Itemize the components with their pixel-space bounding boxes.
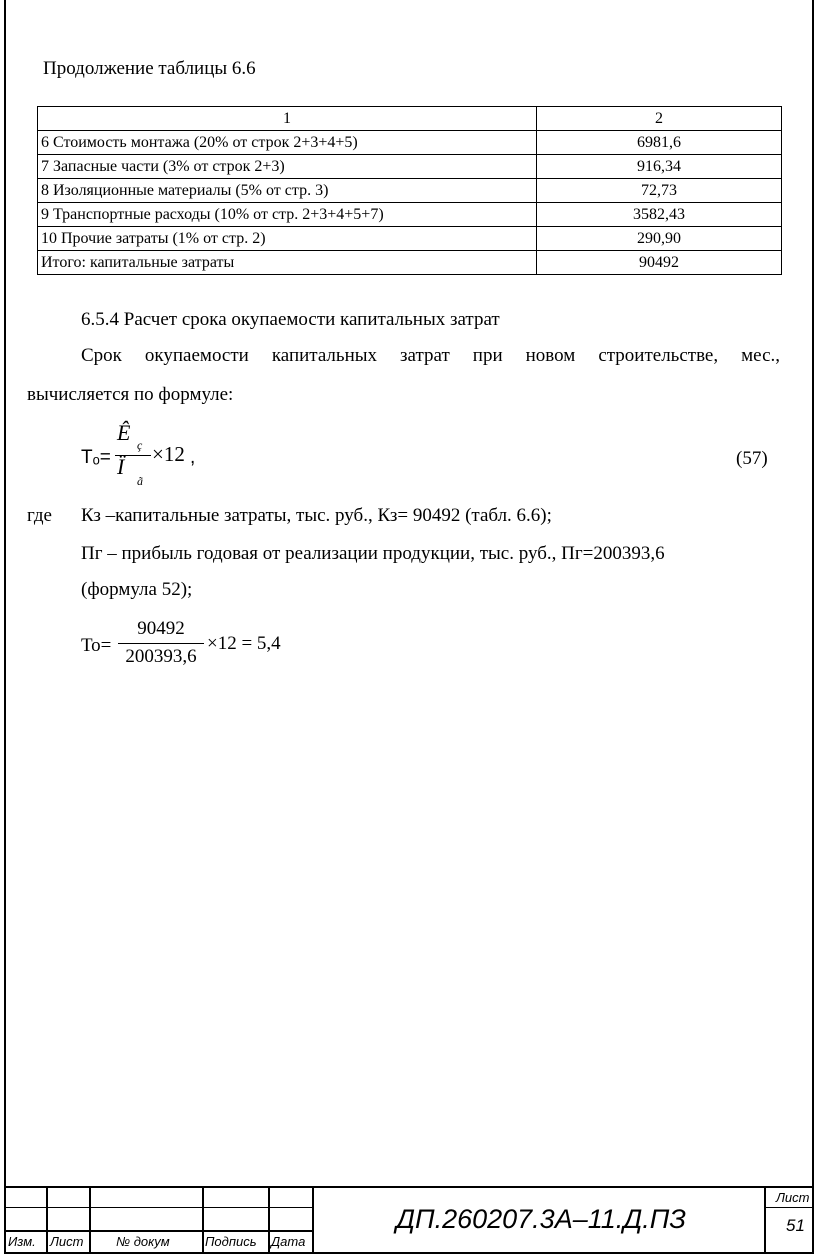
row-name: 9 Транспортные расходы (10% от стр. 2+3+4+5+7) (38, 203, 537, 227)
formula-numerator-sub: ç (137, 438, 143, 452)
row-value: 90492 (537, 251, 782, 275)
where-label: где (27, 505, 52, 526)
formula-denominator-sub: ã (137, 474, 143, 488)
table-row (38, 179, 782, 203)
row-value: 916,34 (537, 155, 782, 179)
row-value: 6981,6 (537, 131, 782, 155)
row-name: 6 Стоимость монтажа (20% от строк 2+3+4+5) (38, 131, 537, 155)
formula-denominator: Ï (117, 454, 125, 479)
calc-numerator: 90492 (137, 618, 185, 639)
formula-number: (57) (736, 448, 768, 469)
calc-result: ×12 = 5,4 (207, 633, 281, 654)
row-name: 10 Прочие затраты (1% от стр. 2) (38, 227, 537, 251)
row-value: 290,90 (537, 227, 782, 251)
formula-lhs: Тₒ= (81, 447, 111, 468)
header-cell: 2 (537, 107, 782, 131)
paragraph-line: вычисляется по формуле: (27, 384, 234, 405)
sheet-label: Лист (776, 1190, 810, 1205)
row-name: 8 Изоляционные материалы (5% от стр. 3) (38, 179, 537, 203)
where-line: Пг – прибыль годовая от реализации продукции, тыс. руб., Пг=200393,6 (81, 543, 665, 564)
stamp-header-date: Дата (271, 1234, 306, 1249)
title-block (4, 1186, 814, 1254)
table-row (38, 155, 782, 179)
where-line: Кз –капитальные затраты, тыс. руб., Кз= 90492 (табл. 6.6); (81, 505, 552, 526)
table-row (38, 251, 782, 275)
formula-comma: , (190, 447, 196, 468)
header-cell: 1 (38, 107, 537, 131)
calc-denominator: 200393,6 (125, 646, 197, 667)
cost-table (37, 106, 782, 275)
table-caption: Продолжение таблицы 6.6 (43, 58, 256, 79)
document-code: ДП.260207.3А–11.Д.ПЗ (396, 1204, 686, 1234)
stamp-header-doc: № докум (116, 1234, 170, 1249)
section-title: 6.5.4 Расчет срока окупаемости капитальных затрат (81, 309, 500, 330)
row-value: 72,73 (537, 179, 782, 203)
row-value: 3582,43 (537, 203, 782, 227)
stamp-header-sheet: Лист (50, 1234, 84, 1249)
stamp-header-signature: Подпись (205, 1234, 257, 1249)
formula-numerator: Ê (117, 420, 131, 445)
calc-lhs: То= (81, 635, 112, 656)
paragraph-line: Срок окупаемости капитальных затрат при новом строительстве, мес., (81, 345, 780, 366)
sheet-number: 51 (786, 1216, 805, 1235)
table-row (38, 227, 782, 251)
where-line: (формула 52); (81, 579, 193, 600)
stamp-header-change: Изм. (8, 1234, 36, 1249)
row-name: 7 Запасные части (3% от строк 2+3) (38, 155, 537, 179)
table-row (38, 203, 782, 227)
table-header-row (38, 107, 782, 131)
fraction-line (118, 643, 204, 644)
formula-multiplier: ×12 (152, 442, 185, 466)
row-name: Итого: капитальные затраты (38, 251, 537, 275)
table-row (38, 131, 782, 155)
